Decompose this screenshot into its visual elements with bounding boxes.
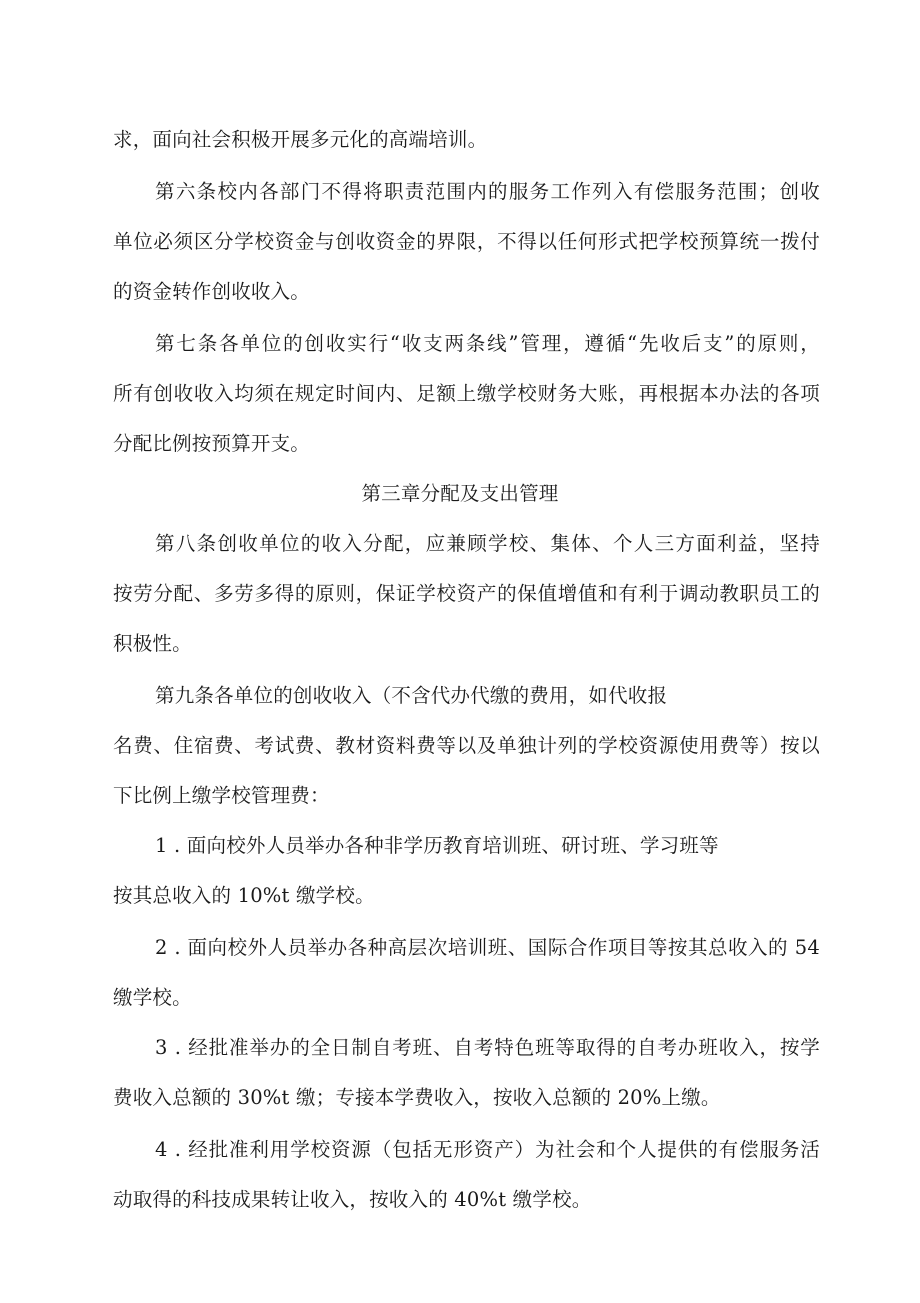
item-2-line-2: 缴学校。 — [113, 986, 192, 1009]
article-9-line-3: 下比例上缴学校管理费： — [113, 784, 330, 807]
article-7-line-1: 第七条各单位的创收实行“收支两条线”管理，遵循“先收后支”的原则， — [155, 332, 820, 355]
item-3-line-2: 费收入总额的 30%t 缴；专接本学费收入，按收入总额的 20%上缴。 — [113, 1086, 721, 1109]
paragraph-fragment-line: 求，面向社会积极开展多元化的高端培训。 — [113, 128, 488, 151]
item-1-line-2: 按其总收入的 10%t 缴学校。 — [113, 884, 375, 907]
item-1-line-1: 1 . 面向校外人员举办各种非学历教育培训班、研讨班、学习班等 — [155, 834, 719, 857]
chapter-title: 第三章分配及支出管理 — [361, 482, 559, 505]
article-7-line-2: 所有创收收入均须在规定时间内、足额上缴学校财务大账，再根据本办法的各项 — [113, 382, 820, 405]
article-8-line-1: 第八条创收单位的收入分配，应兼顾学校、集体、个人三方面利益，坚持 — [155, 532, 820, 555]
article-8-line-2: 按劳分配、多劳多得的原则，保证学校资产的保值增值和有利于调动教职员工的 — [113, 582, 820, 605]
item-3-line-1: 3 . 经批准举办的全日制自考班、自考特色班等取得的自考办班收入，按学 — [155, 1036, 820, 1059]
article-9-line-1: 第九条各单位的创收收入（不含代办代缴的费用，如代收报 — [155, 684, 668, 707]
item-4-line-2: 动取得的科技成果转让收入，按收入的 40%t 缴学校。 — [113, 1188, 592, 1211]
article-6-line-2: 单位必须区分学校资金与创收资金的界限，不得以任何形式把学校预算统一拨付 — [113, 230, 820, 253]
item-4-line-1: 4 . 经批准利用学校资源（包括无形资产）为社会和个人提供的有偿服务活 — [155, 1138, 820, 1161]
article-7-line-3: 分配比例按预算开支。 — [113, 432, 311, 455]
article-6-line-3: 的资金转作创收收入。 — [113, 280, 311, 303]
article-6-line-1: 第六条校内各部门不得将职责范围内的服务工作列入有偿服务范围；创收 — [155, 180, 820, 203]
article-8-line-3: 积极性。 — [113, 632, 192, 655]
article-9-line-2: 名费、住宿费、考试费、教材资料费等以及单独计列的学校资源使用费等）按以 — [113, 734, 820, 757]
item-2-line-1: 2 . 面向校外人员举办各种高层次培训班、国际合作项目等按其总收入的 54 — [155, 936, 820, 959]
